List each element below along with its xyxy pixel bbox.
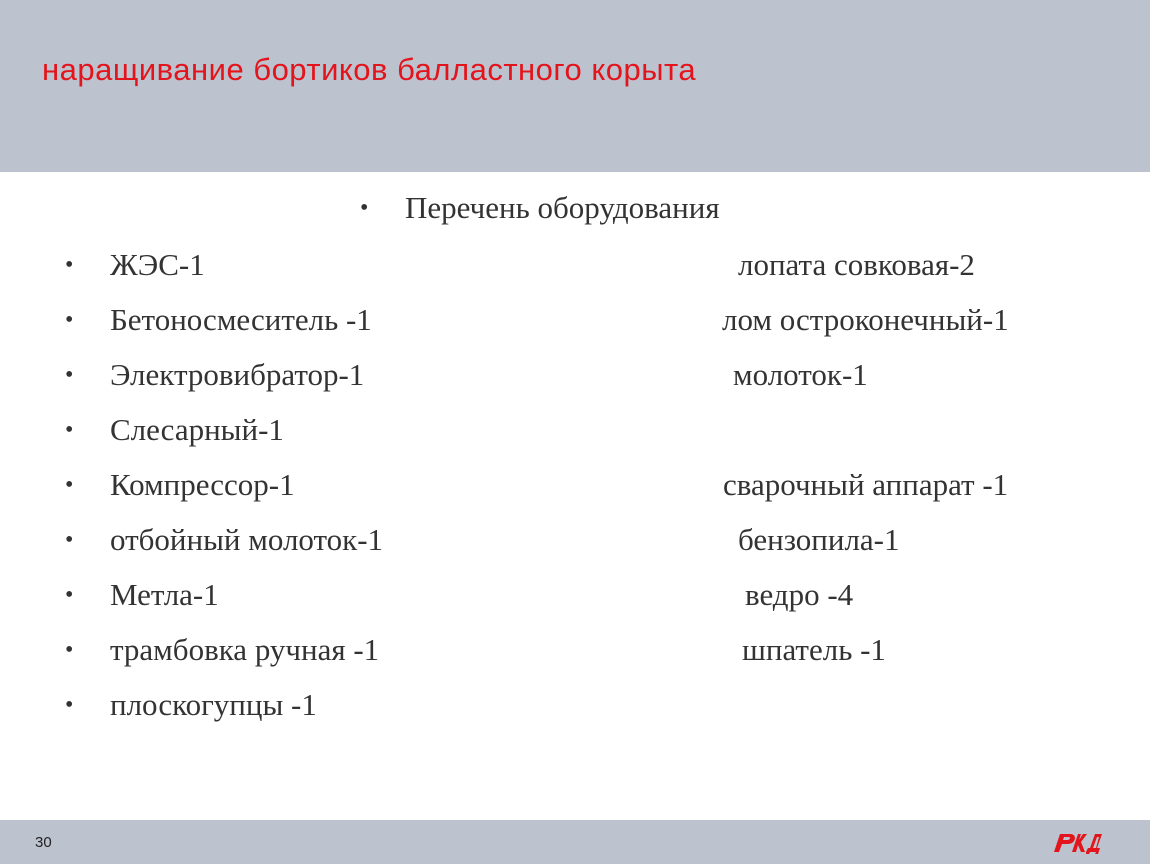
bullet: • [65,582,74,608]
list-item [65,632,1145,672]
list-item [65,247,1145,287]
equipment-right: шпатель -1 [742,632,886,667]
equipment-left-text: Слесарный-1 [110,412,284,447]
list-item [65,467,1145,507]
equipment-left [65,467,295,503]
equipment-left [65,357,364,393]
equipment-left-text: плоскогупцы -1 [110,687,317,722]
bullet: • [65,637,74,663]
bullet: • [360,195,369,221]
equipment-left-text: Метла-1 [110,577,219,612]
bullet: • [65,527,74,553]
equipment-right: лопата совковая-2 [738,247,975,282]
equipment-left-text: Электровибратор-1 [110,357,365,392]
equipment-left-text: отбойный молоток-1 [110,522,384,557]
bullet: • [65,307,74,333]
slide-header [0,0,1150,172]
bullet: • [65,692,74,718]
list-heading-text: Перечень оборудования [405,190,720,225]
slide-footer [0,820,1150,864]
bullet: • [65,417,74,443]
rzd-logo-icon [1050,828,1106,856]
list-item [65,412,1145,452]
equipment-left [65,687,317,723]
equipment-left-text: Компрессор-1 [110,467,295,502]
slide-content [0,172,1150,820]
bullet: • [65,472,74,498]
bullet: • [65,362,74,388]
equipment-left [65,632,379,668]
page-number: 30 [35,834,52,851]
list-item [65,577,1145,617]
equipment-right: ведро -4 [745,577,854,612]
bullet: • [65,252,74,278]
equipment-left [65,522,383,558]
list-item [65,302,1145,342]
equipment-left-text: Бетоносмеситель -1 [110,302,372,337]
equipment-left-text: трамбовка ручная -1 [110,632,380,667]
equipment-right: молоток-1 [733,357,868,392]
equipment-right: бензопила-1 [738,522,900,557]
list-item [65,687,1145,727]
equipment-left [65,302,372,338]
equipment-left [65,412,284,448]
list-item [65,522,1145,562]
equipment-right: лом остроконечный-1 [722,302,1009,337]
equipment-left [65,247,205,283]
equipment-left [65,577,219,613]
equipment-right: сварочный аппарат -1 [723,467,1009,502]
list-heading [360,190,720,226]
list-item [65,357,1145,397]
equipment-left-text: ЖЭС-1 [110,247,205,282]
slide-title: наращивание бортиков балластного корыта [42,52,697,87]
